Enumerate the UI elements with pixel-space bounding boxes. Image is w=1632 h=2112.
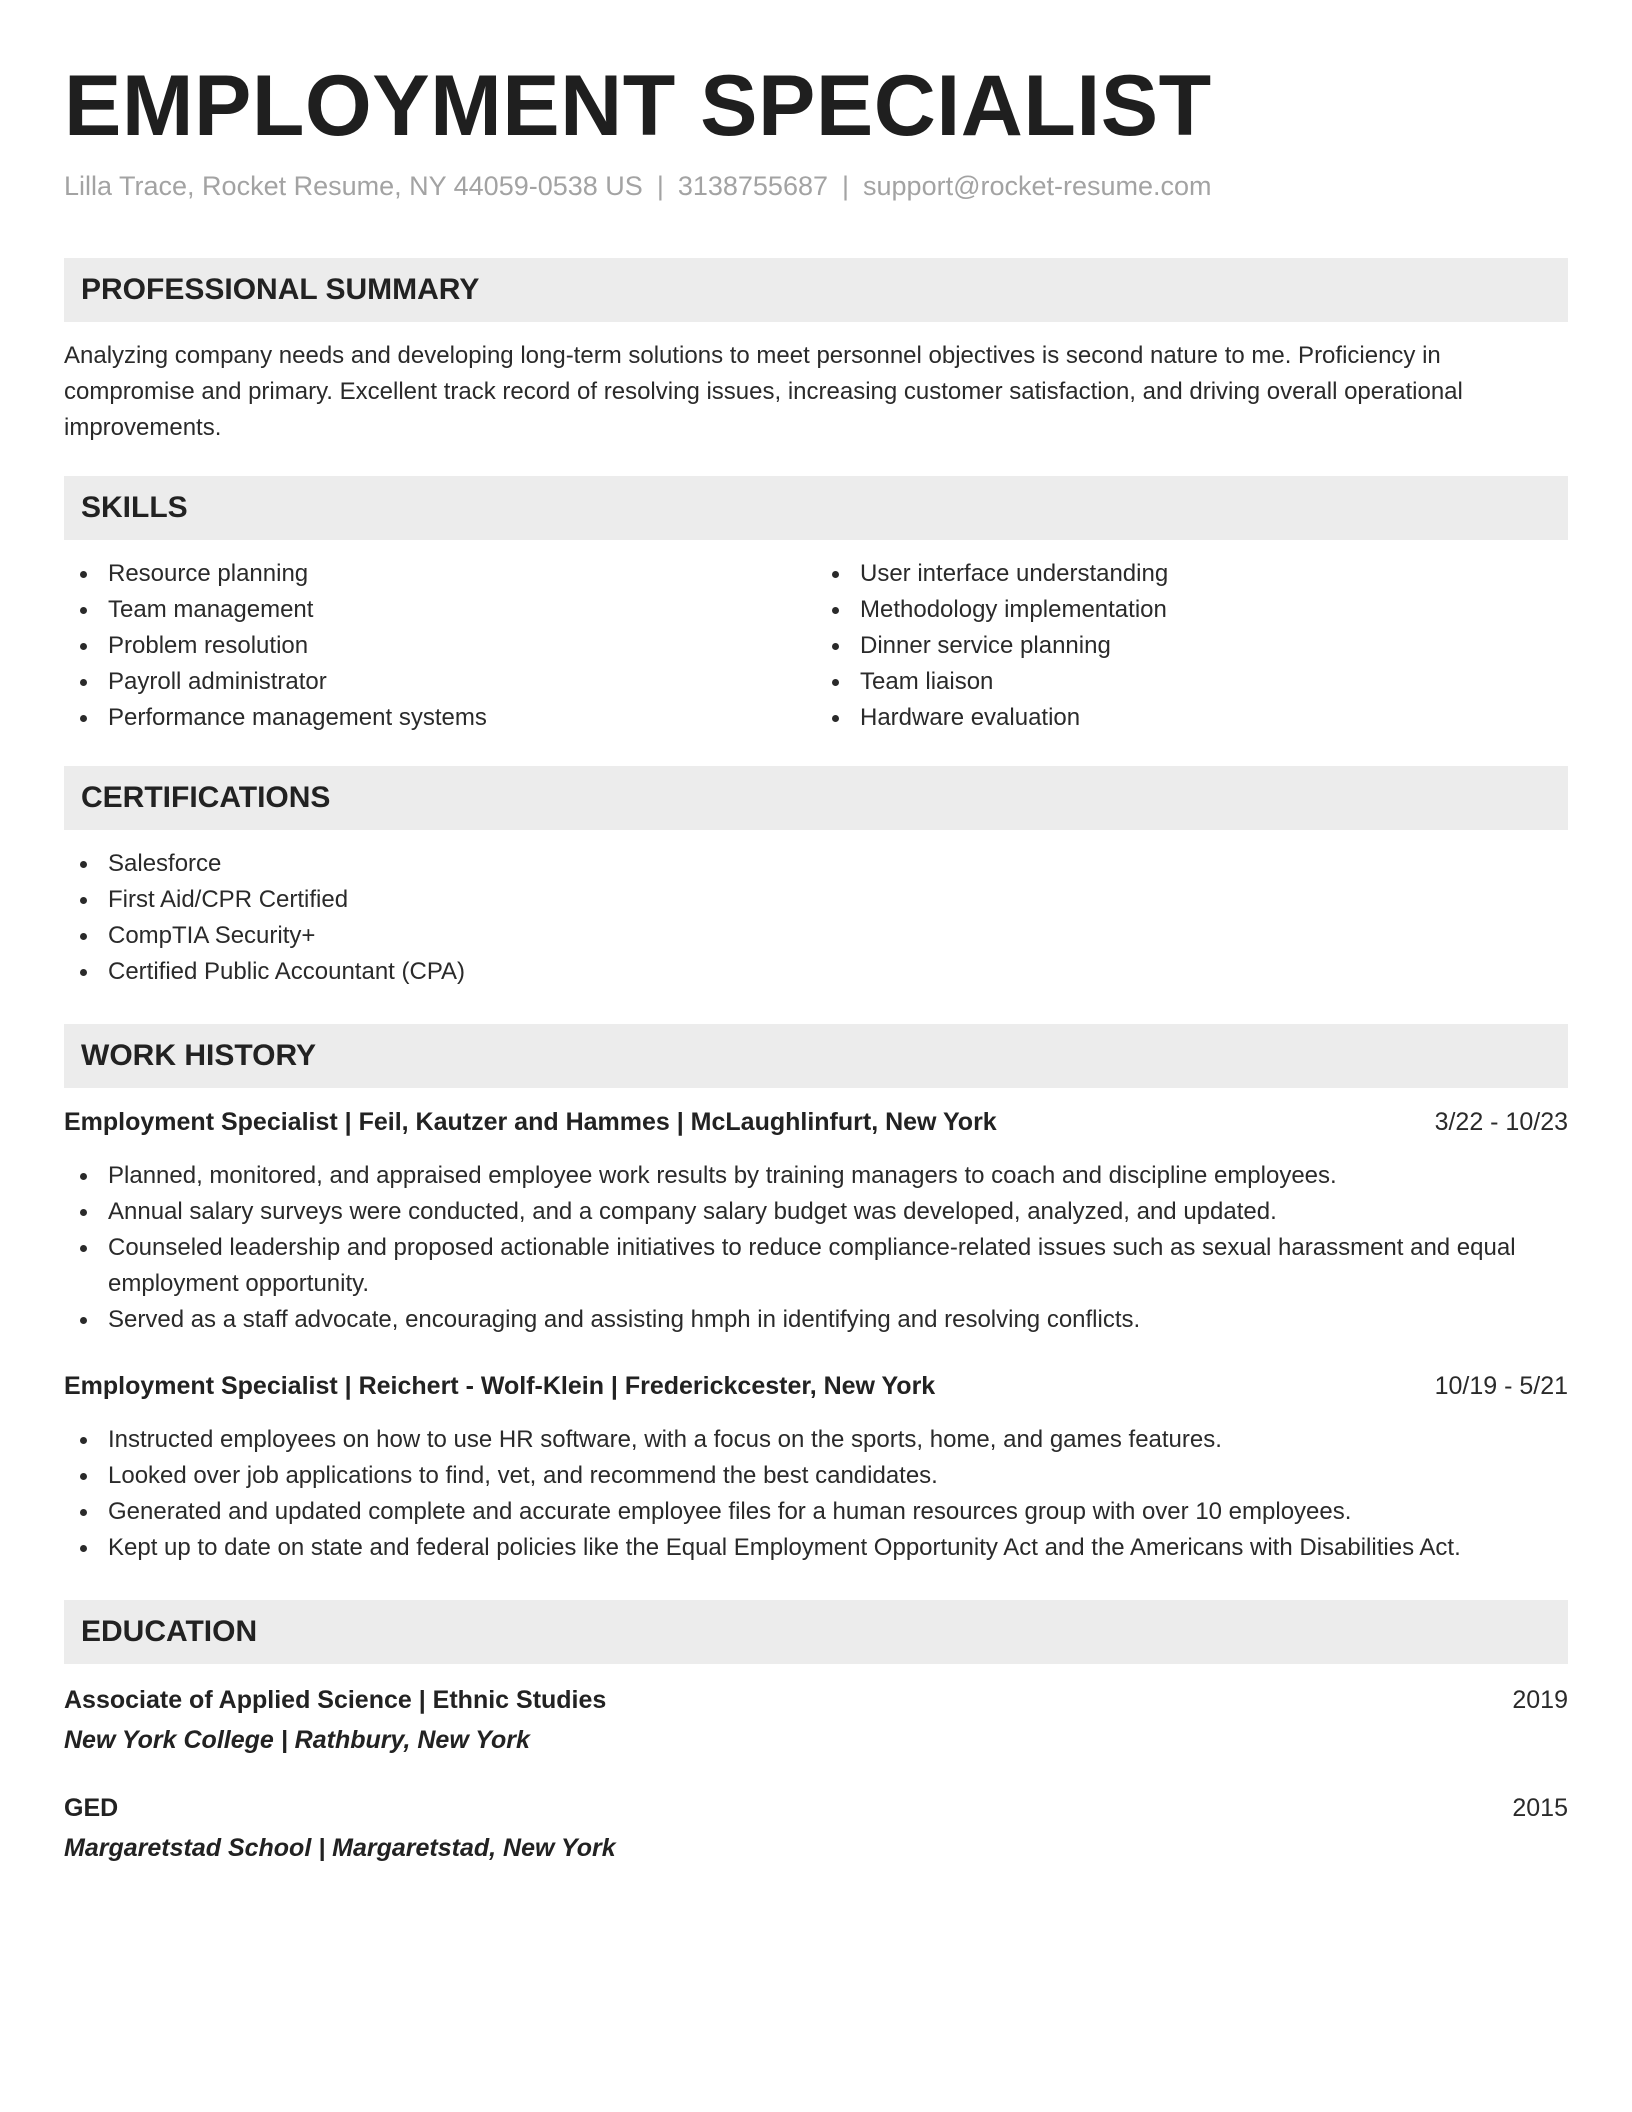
job-bullet: Instructed employees on how to use HR software, with a focus on the sports, home, and games features. [64,1422,1568,1458]
job-header [64,1104,1568,1140]
skills-column-right [816,556,1568,736]
skill-item: Payroll administrator [64,664,816,700]
education-heading: EDUCATION [64,1600,1568,1664]
education-degree: GED [64,1794,119,1822]
job-bullets [64,1158,1568,1338]
certification-item: First Aid/CPR Certified [64,882,1568,918]
job-dates: 10/19 - 5/21 [1434,1372,1568,1400]
job-entry [64,1368,1568,1566]
skills-grid [64,556,1568,736]
summary-heading: PROFESSIONAL SUMMARY [64,258,1568,322]
job-bullet: Looked over job applications to find, vet, and recommend the best candidates. [64,1458,1568,1494]
education-school: Margaretstad School | Margaretstad, New York [64,1834,616,1862]
certifications-heading: CERTIFICATIONS [64,766,1568,830]
education-header [64,1790,1568,1826]
certification-item: Certified Public Accountant (CPA) [64,954,1568,990]
certification-item: Salesforce [64,846,1568,882]
job-header [64,1368,1568,1404]
contact-email: support@rocket-resume.com [863,171,1212,201]
work-history-heading: WORK HISTORY [64,1024,1568,1088]
education-school: New York College | Rathbury, New York [64,1726,530,1754]
education-year: 2019 [1512,1686,1568,1714]
summary-text: Analyzing company needs and developing long-term solutions to meet personnel objectives is second nature to me. Proficiency in compromise and primary. Excellent track record of resolving issues, increasing customer satisfaction, and driving overall operational improvements. [64,342,1463,441]
job-bullet: Kept up to date on state and federal policies like the Equal Employment Opportunity Act and the Americans with Disabilities Act. [64,1530,1568,1566]
job-title: Employment Specialist | Reichert - Wolf-Klein | Frederickcester, New York [64,1372,936,1400]
skill-item: Methodology implementation [816,592,1568,628]
education-header [64,1682,1568,1718]
education-degree: Associate of Applied Science | Ethnic Studies [64,1686,607,1714]
skill-item: Problem resolution [64,628,816,664]
job-bullet: Planned, monitored, and appraised employee work results by training managers to coach and discipline employees. [64,1158,1568,1194]
skill-item: Hardware evaluation [816,700,1568,736]
contact-line [64,168,1568,204]
education-year: 2015 [1512,1794,1568,1822]
job-bullet: Served as a staff advocate, encouraging and assisting hmph in identifying and resolving conflicts. [64,1302,1568,1338]
certification-item: CompTIA Security+ [64,918,1568,954]
job-bullet: Counseled leadership and proposed actionable initiatives to reduce compliance-related issues such as sexual harassment and equal employment opportunity. [64,1230,1568,1302]
education-entry [64,1682,1568,1758]
certifications-list [64,846,1568,990]
job-bullet: Generated and updated complete and accurate employee files for a human resources group with over 10 employees. [64,1494,1568,1530]
skill-item: Team management [64,592,816,628]
skill-item: Resource planning [64,556,816,592]
skills-column-left [64,556,816,736]
contact-separator: | [842,171,850,201]
job-title: Employment Specialist | Feil, Kautzer and Hammes | McLaughlinfurt, New York [64,1108,997,1136]
job-entry [64,1104,1568,1338]
job-dates: 3/22 - 10/23 [1434,1108,1568,1136]
skill-item: Performance management systems [64,700,816,736]
skill-item: User interface understanding [816,556,1568,592]
contact-phone: 3138755687 [677,171,828,201]
job-bullet: Annual salary surveys were conducted, and a company salary budget was developed, analyzed, and updated. [64,1194,1568,1230]
skill-item: Dinner service planning [816,628,1568,664]
skills-heading: SKILLS [64,476,1568,540]
skill-item: Team liaison [816,664,1568,700]
contact-separator: | [656,171,664,201]
job-bullets [64,1422,1568,1566]
resume-name: EMPLOYMENT SPECIALIST [64,58,1212,154]
education-entry [64,1790,1568,1866]
contact-address: Lilla Trace, Rocket Resume, NY 44059-0538 US [64,171,643,201]
